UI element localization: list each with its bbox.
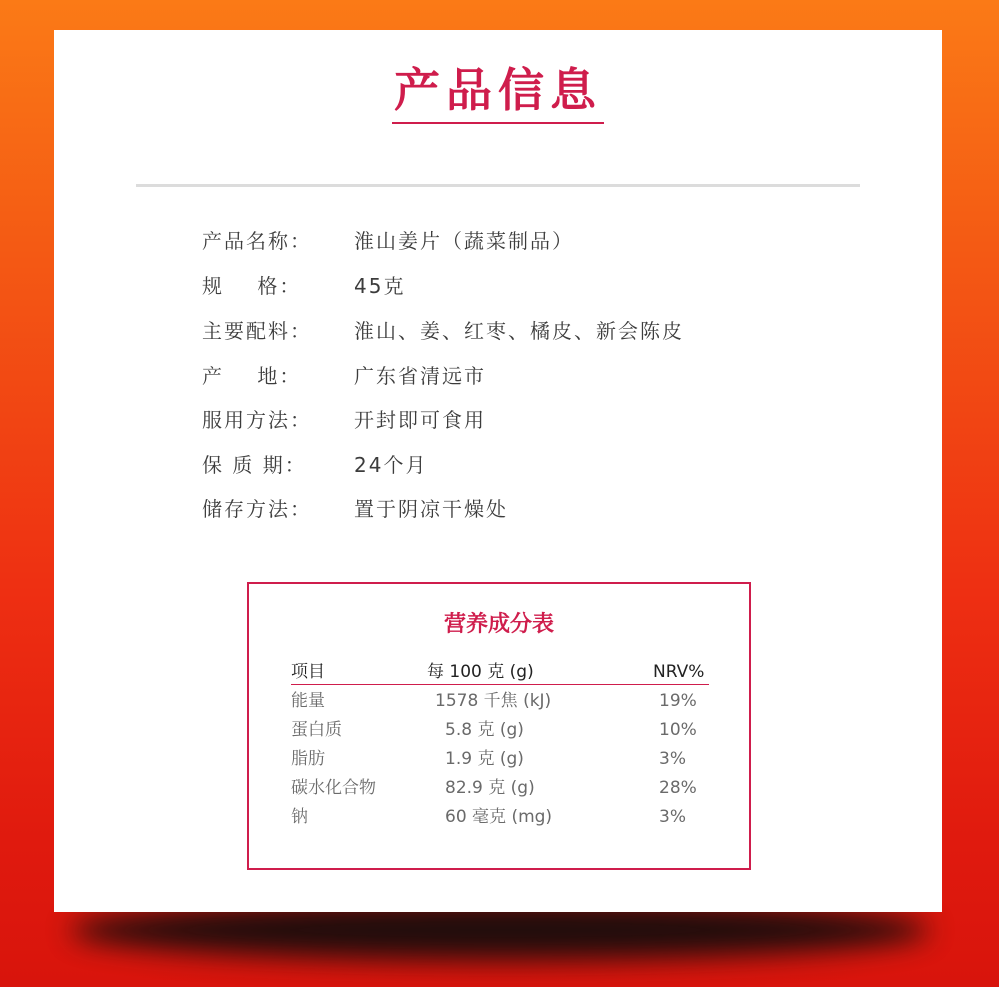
page-title: 产品信息: [394, 63, 602, 117]
nutrition-header-item: 项目: [291, 662, 325, 682]
info-label: 保 质 期：: [202, 453, 307, 477]
nutrition-cell: 能量: [291, 691, 325, 711]
nutrition-cell: 1578 千焦 (kJ): [435, 691, 552, 711]
info-label: 产 地：: [202, 364, 302, 388]
info-label: 主要配料：: [202, 319, 312, 343]
info-label: 服用方法：: [202, 408, 312, 432]
nutrition-cell: 60 毫克 (mg): [445, 807, 553, 827]
nutrition-cell: 5.8 克 (g): [445, 720, 524, 740]
nutrition-cell: 蛋白质: [291, 720, 342, 740]
info-label: 规 格：: [202, 274, 302, 298]
section-divider: [136, 184, 860, 187]
info-value: 置于阴凉干燥处: [354, 497, 508, 521]
nutrition-header-nrv: NRV%: [653, 662, 705, 682]
nutrition-cell: 钠: [291, 807, 308, 827]
info-value: 开封即可食用: [354, 408, 486, 432]
nutrition-header-per100g: 每 100 克 (g): [427, 662, 534, 682]
nutrition-cell: 28%: [659, 778, 697, 798]
info-value: 45克: [354, 274, 406, 298]
nutrition-cell: 82.9 克 (g): [445, 778, 535, 798]
title-underline: [392, 122, 604, 124]
nutrition-header-line: [291, 684, 709, 685]
info-label: 储存方法：: [202, 497, 312, 521]
info-value: 淮山姜片（蔬菜制品）: [354, 229, 574, 253]
nutrition-cell: 1.9 克 (g): [445, 749, 524, 769]
info-value: 广东省清远市: [354, 364, 486, 388]
info-value: 淮山、姜、红枣、橘皮、新会陈皮: [354, 319, 684, 343]
product-info-card: [54, 30, 942, 912]
nutrition-cell: 10%: [659, 720, 697, 740]
nutrition-table: [247, 582, 751, 870]
info-label: 产品名称：: [202, 229, 312, 253]
nutrition-cell: 3%: [659, 807, 686, 827]
nutrition-cell: 19%: [659, 691, 697, 711]
nutrition-cell: 碳水化合物: [291, 778, 376, 798]
nutrition-title: 营养成分表: [443, 612, 554, 637]
nutrition-cell: 脂肪: [291, 749, 325, 769]
nutrition-cell: 3%: [659, 749, 686, 769]
info-value: 24个月: [354, 453, 428, 477]
